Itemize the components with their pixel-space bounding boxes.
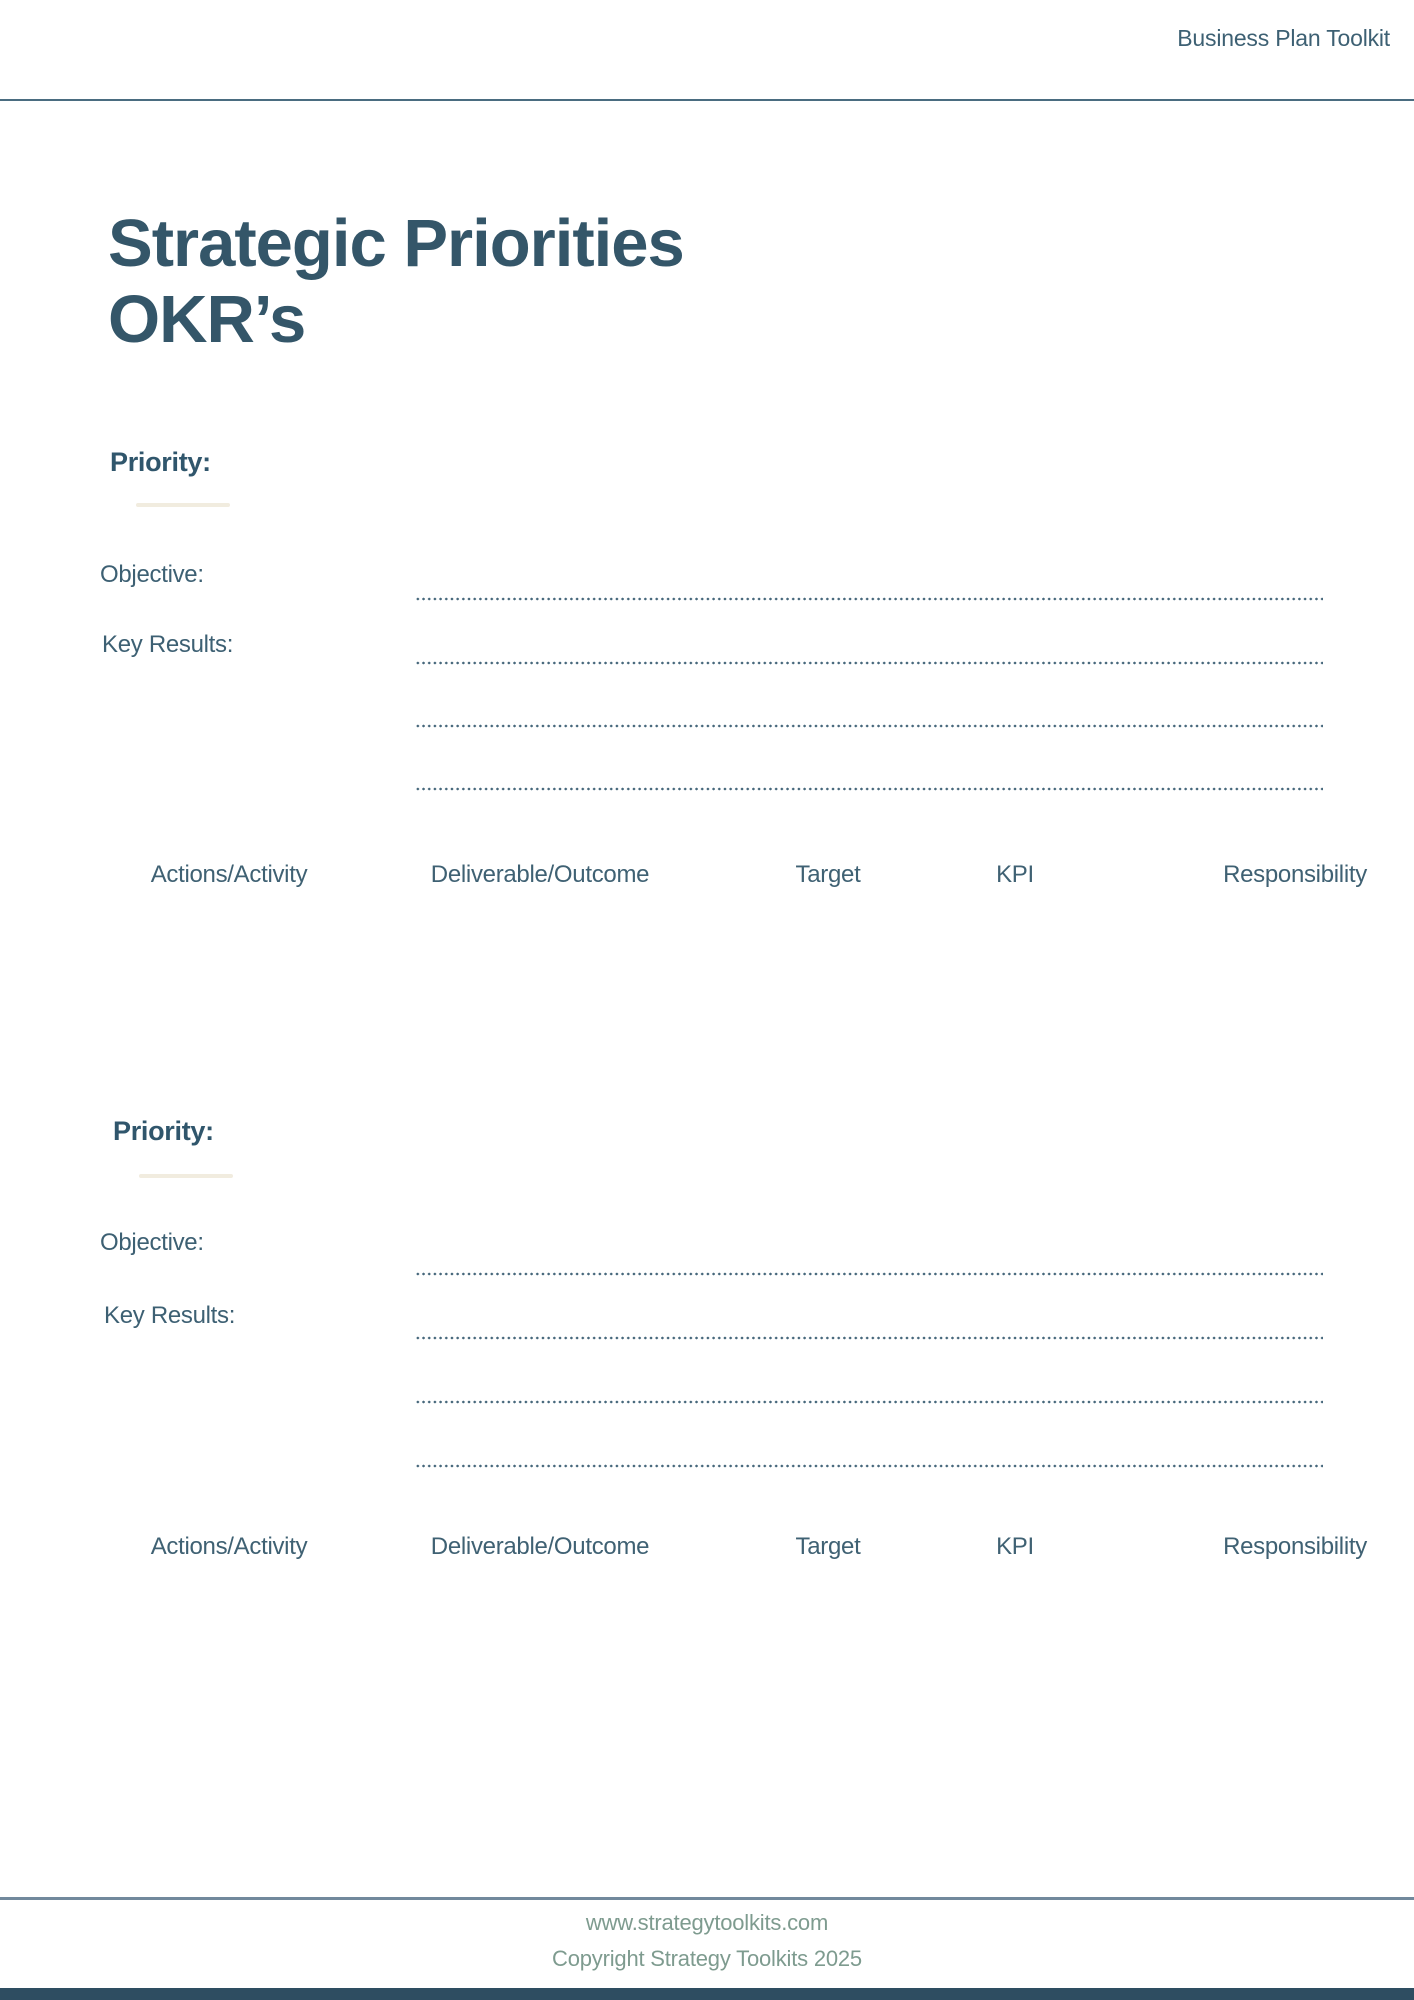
key-result-fill-line-1[interactable] (415, 661, 1323, 665)
column-header-kpi: KPI (996, 1533, 1034, 1560)
column-header-target: Target (795, 1533, 861, 1560)
footer-website: www.strategytoolkits.com (585, 1910, 829, 1935)
priority-underline (139, 1174, 233, 1178)
priority-label: Priority: (110, 447, 211, 477)
document-header-brand: Business Plan Toolkit (1177, 25, 1390, 51)
column-header-responsibility: Responsibility (1223, 1533, 1367, 1560)
column-header-deliverable-outcome: Deliverable/Outcome (430, 861, 650, 888)
priority-underline (136, 503, 230, 507)
footer-accent-bar (0, 1988, 1414, 2000)
key-result-fill-line-1[interactable] (415, 1336, 1323, 1340)
page-title-line2: OKR’s (108, 282, 306, 358)
column-header-deliverable-outcome: Deliverable/Outcome (430, 1533, 650, 1560)
key-result-fill-line-3[interactable] (415, 1464, 1323, 1468)
priority-label: Priority: (113, 1116, 214, 1146)
key-results-label: Key Results: (102, 631, 234, 658)
column-header-responsibility: Responsibility (1223, 861, 1367, 888)
key-result-fill-line-2[interactable] (415, 724, 1323, 728)
page-title-line1: Strategic Priorities (108, 206, 684, 281)
column-header-actions-activity: Actions/Activity (150, 861, 308, 888)
objective-label: Objective: (100, 1229, 204, 1256)
objective-fill-line[interactable] (415, 1272, 1323, 1276)
header-divider-line (0, 99, 1414, 101)
key-result-fill-line-2[interactable] (415, 1400, 1323, 1404)
column-header-target: Target (795, 861, 861, 888)
objective-label: Objective: (100, 561, 204, 588)
column-header-actions-activity: Actions/Activity (150, 1533, 308, 1560)
footer-divider-line (0, 1897, 1414, 1900)
column-header-kpi: KPI (996, 861, 1034, 888)
objective-fill-line[interactable] (415, 597, 1323, 601)
key-results-label: Key Results: (104, 1302, 236, 1329)
key-result-fill-line-3[interactable] (415, 787, 1323, 791)
page-title (108, 206, 684, 359)
footer-copyright: Copyright Strategy Toolkits 2025 (552, 1946, 862, 1971)
